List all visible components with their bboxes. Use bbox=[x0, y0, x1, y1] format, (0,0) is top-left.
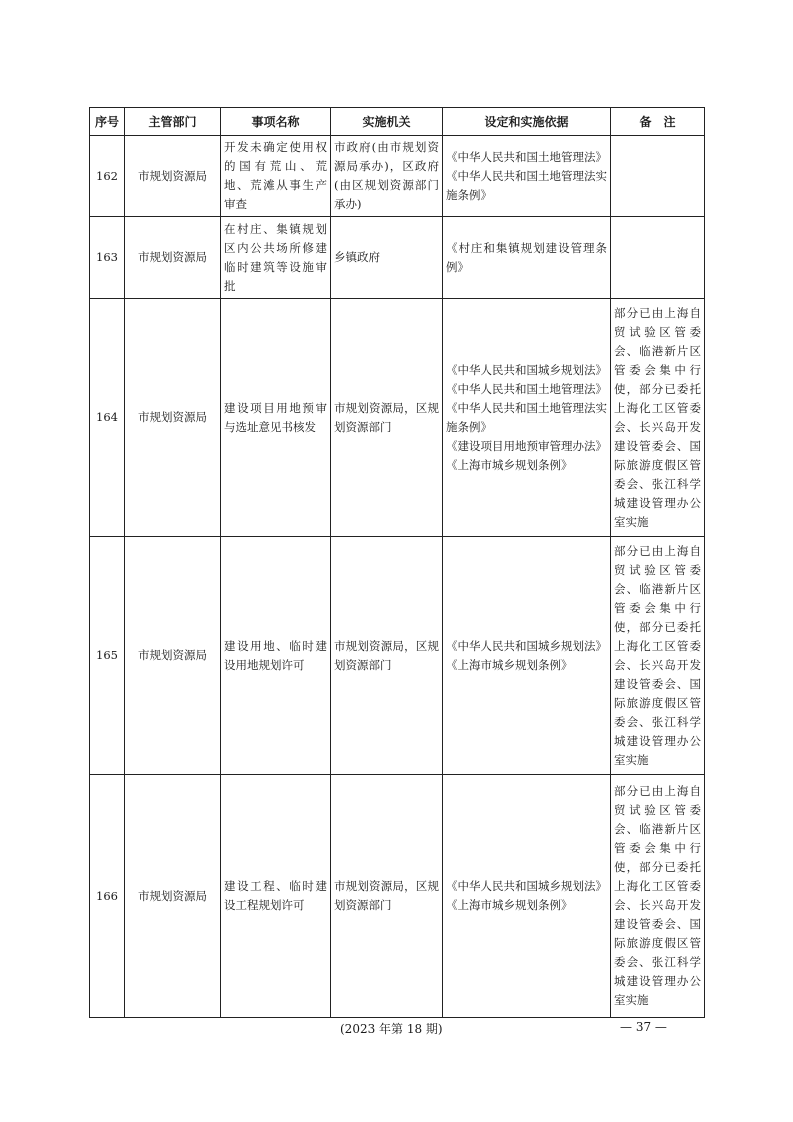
header-note: 备 注 bbox=[611, 108, 705, 136]
row-note bbox=[611, 136, 705, 217]
basis-law: 《上海市城乡规划条例》 bbox=[446, 657, 573, 672]
table-row bbox=[90, 217, 705, 299]
basis-law: 《中华人民共和国城乡规划法》 bbox=[446, 879, 607, 893]
header-dept: 主管部门 bbox=[125, 108, 221, 136]
row-dept: 市规划资源局 bbox=[125, 775, 221, 1018]
row-agency: 乡镇政府 bbox=[331, 217, 443, 299]
row-basis bbox=[443, 217, 611, 299]
basis-law: 《中华人民共和国土地管理法》 bbox=[446, 149, 607, 164]
basis-law: 《建设项目用地预审管理办法》 bbox=[446, 438, 607, 453]
items-table bbox=[89, 107, 705, 1018]
row-agency: 市政府(由市规划资源局承办)，区政府(由区规划资源部门承办) bbox=[331, 136, 443, 217]
row-dept: 市规划资源局 bbox=[125, 537, 221, 775]
row-note bbox=[611, 217, 705, 299]
page-number: — 37 — bbox=[620, 1020, 667, 1034]
issue-label: (2023 年第 18 期) bbox=[340, 1022, 443, 1036]
row-number: 162 bbox=[90, 136, 125, 217]
row-basis bbox=[443, 299, 611, 537]
row-basis bbox=[443, 136, 611, 217]
row-basis bbox=[443, 537, 611, 775]
row-agency: 市规划资源局，区规划资源部门 bbox=[331, 537, 443, 775]
row-number: 163 bbox=[90, 217, 125, 299]
row-item: 建设用地、临时建设用地规划许可 bbox=[221, 537, 331, 775]
row-note: 部分已由上海自贸试验区管委会、临港新片区管委会集中行使，部分已委托上海化工区管委会、长兴岛开发建设管委会、国际旅游度假区管委会、张江科学城建设管理办公室实施 bbox=[611, 537, 705, 775]
row-number: 166 bbox=[90, 775, 125, 1018]
row-note: 部分已由上海自贸试验区管委会、临港新片区管委会集中行使，部分已委托上海化工区管委会、长兴岛开发建设管委会、国际旅游度假区管委会、张江科学城建设管理办公室实施 bbox=[611, 299, 705, 537]
row-item: 在村庄、集镇规划区内公共场所修建临时建筑等设施审批 bbox=[221, 217, 331, 299]
row-item: 开发未确定使用权的国有荒山、荒地、荒滩从事生产审查 bbox=[221, 136, 331, 217]
row-agency: 市规划资源局，区规划资源部门 bbox=[331, 775, 443, 1018]
row-basis bbox=[443, 775, 611, 1018]
header-item: 事项名称 bbox=[221, 108, 331, 136]
table-row bbox=[90, 775, 705, 1018]
table-row bbox=[90, 537, 705, 775]
row-dept: 市规划资源局 bbox=[125, 217, 221, 299]
row-agency: 市规划资源局，区规划资源部门 bbox=[331, 299, 443, 537]
table-row bbox=[90, 299, 705, 537]
row-item: 建设项目用地预审与选址意见书核发 bbox=[221, 299, 331, 537]
basis-law: 《中华人民共和国土地管理法实施条例》 bbox=[446, 168, 607, 202]
basis-law: 《上海市城乡规划条例》 bbox=[446, 898, 573, 912]
row-dept: 市规划资源局 bbox=[125, 299, 221, 537]
basis-law: 《中华人民共和国城乡规划法》 bbox=[446, 362, 607, 377]
header-basis: 设定和实施依据 bbox=[443, 108, 611, 136]
document-page bbox=[89, 107, 704, 1018]
row-item: 建设工程、临时建设工程规划许可 bbox=[221, 775, 331, 1018]
row-number: 165 bbox=[90, 537, 125, 775]
header-seq: 序号 bbox=[90, 108, 125, 136]
row-number: 164 bbox=[90, 299, 125, 537]
header-agency: 实施机关 bbox=[331, 108, 443, 136]
row-dept: 市规划资源局 bbox=[125, 136, 221, 217]
row-note: 部分已由上海自贸试验区管委会、临港新片区管委会集中行使，部分已委托上海化工区管委会、长兴岛开发建设管委会、国际旅游度假区管委会、张江科学城建设管理办公室实施 bbox=[611, 775, 705, 1018]
page-footer bbox=[0, 1020, 793, 1040]
table-row bbox=[90, 136, 705, 217]
basis-law: 《中华人民共和国土地管理法》 bbox=[446, 381, 607, 396]
basis-law: 《上海市城乡规划条例》 bbox=[446, 457, 573, 472]
basis-law: 《中华人民共和国土地管理法实施条例》 bbox=[446, 400, 607, 434]
basis-law: 《中华人民共和国城乡规划法》 bbox=[446, 638, 607, 653]
table-header-row bbox=[90, 108, 705, 136]
basis-law: 《村庄和集镇规划建设管理条例》 bbox=[446, 240, 607, 274]
